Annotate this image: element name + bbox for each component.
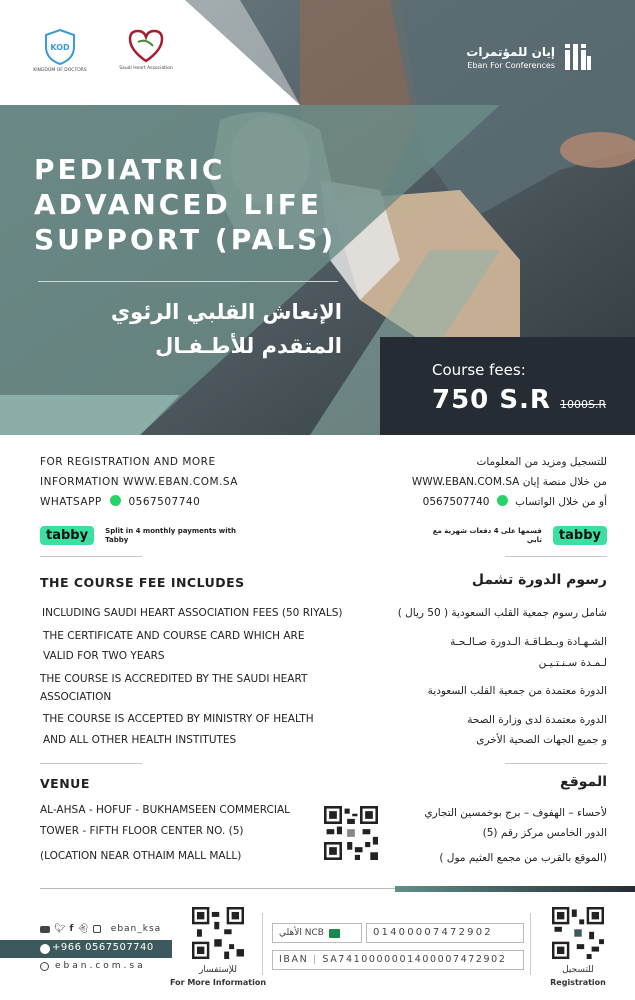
iban-number[interactable]: SA7410000001400007472902 [322,954,507,965]
include-ar-6: و جميع الجهات الصحية الأخرى [476,734,607,746]
whatsapp-icon [40,944,50,954]
include-en-4: THE COURSE IS ACCREDITED BY THE SAUDI HEART [40,673,308,685]
venue-en-1: AL-AHSA - HOFUF - BUKHAMSEEN COMMERCIAL [40,804,291,816]
whatsapp-number-ar[interactable]: 0567507740 [422,496,490,508]
facebook-icon[interactable]: f [69,924,74,934]
include-en-3: VALID FOR TWO YEARS [43,650,165,662]
venue-title-en: VENUE [40,776,90,791]
youtube-icon[interactable] [40,926,50,933]
divider [40,556,142,557]
eban-mark-icon [563,42,593,72]
bank-name: الأهلي NCB [279,928,324,938]
instagram-icon[interactable] [93,925,101,933]
phone-strip [0,940,172,958]
include-en-7: AND ALL OTHER HEALTH INSTITUTES [43,734,237,746]
footer-divider [40,888,395,889]
inquiry-label-ar: للإستفسار [198,965,238,975]
globe-icon [40,962,49,971]
include-ar-4: الدورة معتمدة من جمعية القلب السعودية [427,685,607,697]
inquiry-qr-code[interactable] [192,907,244,959]
inquiry-label-en: For More Information [169,978,267,987]
tabby-ar [426,525,607,545]
kod-logo [30,28,90,73]
registration-info-ar [327,452,607,512]
venue-ar-3: (الموقع بالقرب من مجمع العثيم مول ) [439,852,607,864]
footer-phone[interactable]: +966 0567507740 [52,942,154,953]
includes-title-ar: رسوم الدورة تشمل [471,572,607,588]
include-en-5: ASSOCIATION [40,691,112,703]
heart-icon [126,28,166,64]
registration-line-ar-1: للتسجيل ومزيد من المعلومات [476,456,607,468]
include-en-1: INCLUDING SAUDI HEART ASSOCIATION FEES (50 RIYALS) [42,607,343,619]
course-title-english: PEDIATRIC ADVANCED LIFE SUPPORT (PALS) [34,153,337,256]
registration-label-ar: للتسجيل [562,965,594,975]
registration-label-en: Registration [550,978,606,987]
venue-title-ar: الموقع [560,774,607,790]
include-ar-1: شامل رسوم جمعية القلب السعودية ( 50 ريال ) [397,607,607,619]
account-number[interactable]: 01400007472902 [366,923,524,943]
tabby-en [40,525,251,545]
footer-website[interactable]: eban.com.sa [55,961,146,971]
footer-separator [262,913,263,975]
whatsapp-label: WHATSAPP [40,496,102,508]
includes-title-en: THE COURSE FEE INCLUDES [40,575,245,590]
tabby-logo: tabby [40,526,94,545]
venue-qr-code[interactable] [324,806,378,860]
bank-name-box [272,923,362,943]
tabby-note-en: Split in 4 monthly payments with Tabby [105,526,237,544]
shield-icon [43,28,77,66]
hero-banner [0,0,635,435]
registration-qr-code[interactable] [552,907,604,959]
venue-ar-1: لأحساء – الهفوف – برج بوخمسين التجاري [424,807,607,819]
iban-box: IBAN | SA7410000001400007472902 [272,950,524,970]
saudi-heart-caption: Saudi Heart Association [119,66,173,71]
course-fees-box [380,337,635,435]
include-ar-2: الشـهـادة وبـطـاقـة الـدورة صـالـحـة [450,636,607,648]
registration-line-2[interactable]: INFORMATION WWW.EBAN.COM.SA [40,476,238,488]
bank-logo-icon [329,929,340,938]
fees-price: 750 S.R [432,385,551,415]
eban-arabic-name: إيان للمؤتمرات [466,44,555,59]
partner-logos [30,28,176,73]
social-handle[interactable]: eban_ksa [110,924,162,934]
registration-info-en [40,452,320,512]
venue-en-2: TOWER - FIFTH FLOOR CENTER NO. (5) [40,825,244,837]
title-divider [38,281,338,282]
tabby-logo: tabby [553,526,607,545]
registration-line-1: FOR REGISTRATION AND MORE [40,456,216,468]
eban-logo [466,42,593,72]
include-en-2: THE CERTIFICATE AND COURSE CARD WHICH ARE [43,630,305,642]
tabby-note-ar: قسمها على 4 دفعات شهرية مع تابي [432,526,542,544]
footer [0,885,635,1000]
divider [505,763,607,764]
eban-english-name: Eban For Conferences [467,60,555,70]
iban-label: IBAN [279,954,309,965]
course-title-arabic: الإنعاش القلبي الرئوي المتقدم للأطـفـال [110,300,342,358]
divider [40,763,142,764]
whatsapp-number[interactable]: 0567507740 [128,496,201,508]
venue-ar-2: الدور الخامس مركز رقم (5) [482,827,607,839]
footer-accent-bar [395,886,635,892]
include-en-6: THE COURSE IS ACCEPTED BY MINISTRY OF HEALTH [43,713,314,725]
fees-old-price: 1000S.R [560,398,607,411]
registration-line-ar-2[interactable]: من خلال منصة إيان WWW.EBAN.COM.SA [411,476,607,488]
website-row [40,961,146,971]
include-ar-5: الدورة معتمدة لدى وزارة الصحة [467,714,607,726]
venue-en-3: (LOCATION NEAR OTHAIM MALL MALL) [40,850,242,862]
saudi-heart-logo [116,28,176,71]
whatsapp-icon [497,495,508,506]
twitter-icon[interactable]: 🐦︎ [54,924,66,934]
snapchat-icon[interactable]: 👻︎ [77,924,89,934]
kod-caption: KINGDOM OF DOCTORS [33,68,87,73]
social-row [40,924,161,934]
whatsapp-icon [110,495,121,506]
divider [505,556,607,557]
fees-label: Course fees: [432,361,526,379]
svg-text:KOD: KOD [50,43,70,52]
include-ar-3: لـمـدة سـنـتـيـن [538,657,607,669]
whatsapp-label-ar: أو من خلال الواتساب [515,496,607,508]
